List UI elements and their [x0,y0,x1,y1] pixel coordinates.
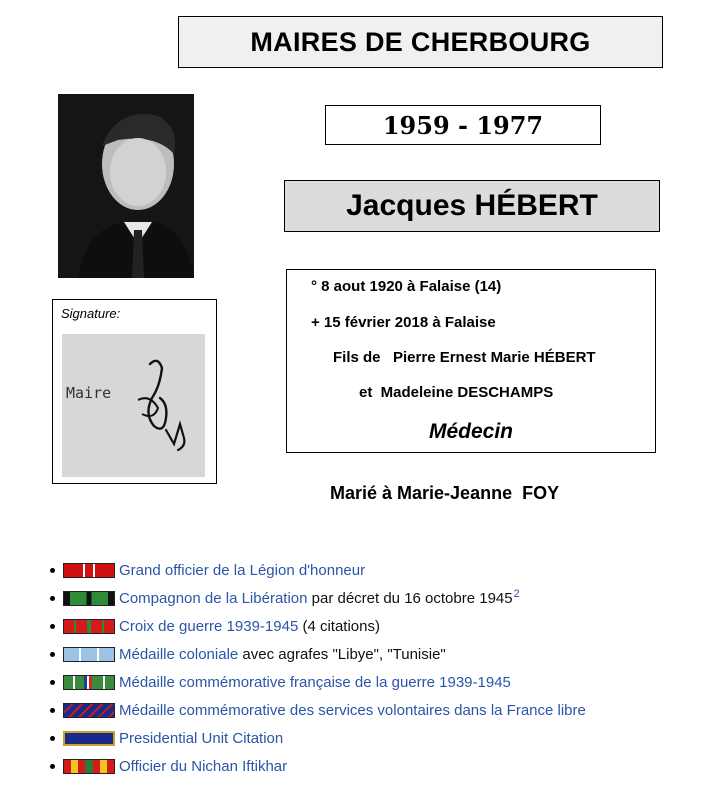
mayor-name: Jacques HÉBERT [346,189,598,222]
page-title: MAIRES DE CHERBOURG [250,26,591,57]
list-item [44,724,586,752]
list-item [44,612,586,640]
signature-box [52,299,217,484]
list-item [44,556,586,584]
honour-link[interactable]: Médaille coloniale [119,645,239,663]
honour-link[interactable]: Médaille commémorative française de la guerre 1939-1945 [119,673,511,691]
biography-box [286,269,656,453]
honour-link[interactable]: Grand officier de la Légion d'honneur [119,561,366,579]
honour-detail: par décret du 16 octobre 1945 [307,589,513,607]
bullet-icon [50,624,55,629]
bullet-icon [50,596,55,601]
bullet-icon [50,652,55,657]
signature-scribble [62,334,205,477]
signature-image [62,334,205,477]
term-years: 1959 - 1977 [382,110,544,140]
nichan-iftikhar-ribbon-icon [63,759,115,774]
bullet-icon [50,736,55,741]
honours-list [44,556,586,780]
marriage-info: Marié à Marie-Jeanne FOY [330,483,560,503]
list-item [44,752,586,780]
honour-detail: (4 citations) [298,617,380,635]
bullet-icon [50,568,55,573]
bullet-icon [50,680,55,685]
list-item [44,584,586,612]
mayor-portrait-photo [58,94,194,278]
presidential-unit-citation-ribbon-icon [63,731,115,746]
honour-link[interactable]: Presidential Unit Citation [119,729,284,747]
liberation-ribbon-icon [63,591,115,606]
honour-link[interactable]: Officier du Nichan Iftikhar [119,757,288,775]
signature-stamp-word: Maire [66,384,112,402]
parents-mother: et Madeleine DESCHAMPS [359,384,554,401]
signature-label: Signature: [61,306,121,321]
honour-link[interactable]: Croix de guerre 1939-1945 [119,617,299,635]
honour-detail: avec agrafes "Libye", "Tunisie" [238,645,446,663]
profession: Médecin [428,420,514,443]
list-item [44,640,586,668]
birth-info: ° 8 aout 1920 à Falaise (14) [311,278,502,295]
portrait-silhouette [58,94,194,278]
mayor-name-box [284,180,660,232]
honour-link[interactable]: Médaille commémorative des services volontaires dans la France libre [119,701,586,719]
croix-de-guerre-ribbon-icon [63,619,115,634]
france-libre-ribbon-icon [63,703,115,718]
footnote-ref[interactable]: 2 [513,588,520,600]
medaille-coloniale-ribbon-icon [63,647,115,662]
bullet-icon [50,764,55,769]
legion-honneur-ribbon-icon [63,563,115,578]
page-title-box [178,16,663,68]
list-item [44,696,586,724]
death-info: + 15 février 2018 à Falaise [311,314,496,331]
list-item [44,668,586,696]
parents-father: Fils de Pierre Ernest Marie HÉBERT [333,349,596,366]
bullet-icon [50,708,55,713]
honour-link[interactable]: Compagnon de la Libération [119,589,308,607]
term-years-box [325,105,601,145]
commemorative-1939-1945-ribbon-icon [63,675,115,690]
